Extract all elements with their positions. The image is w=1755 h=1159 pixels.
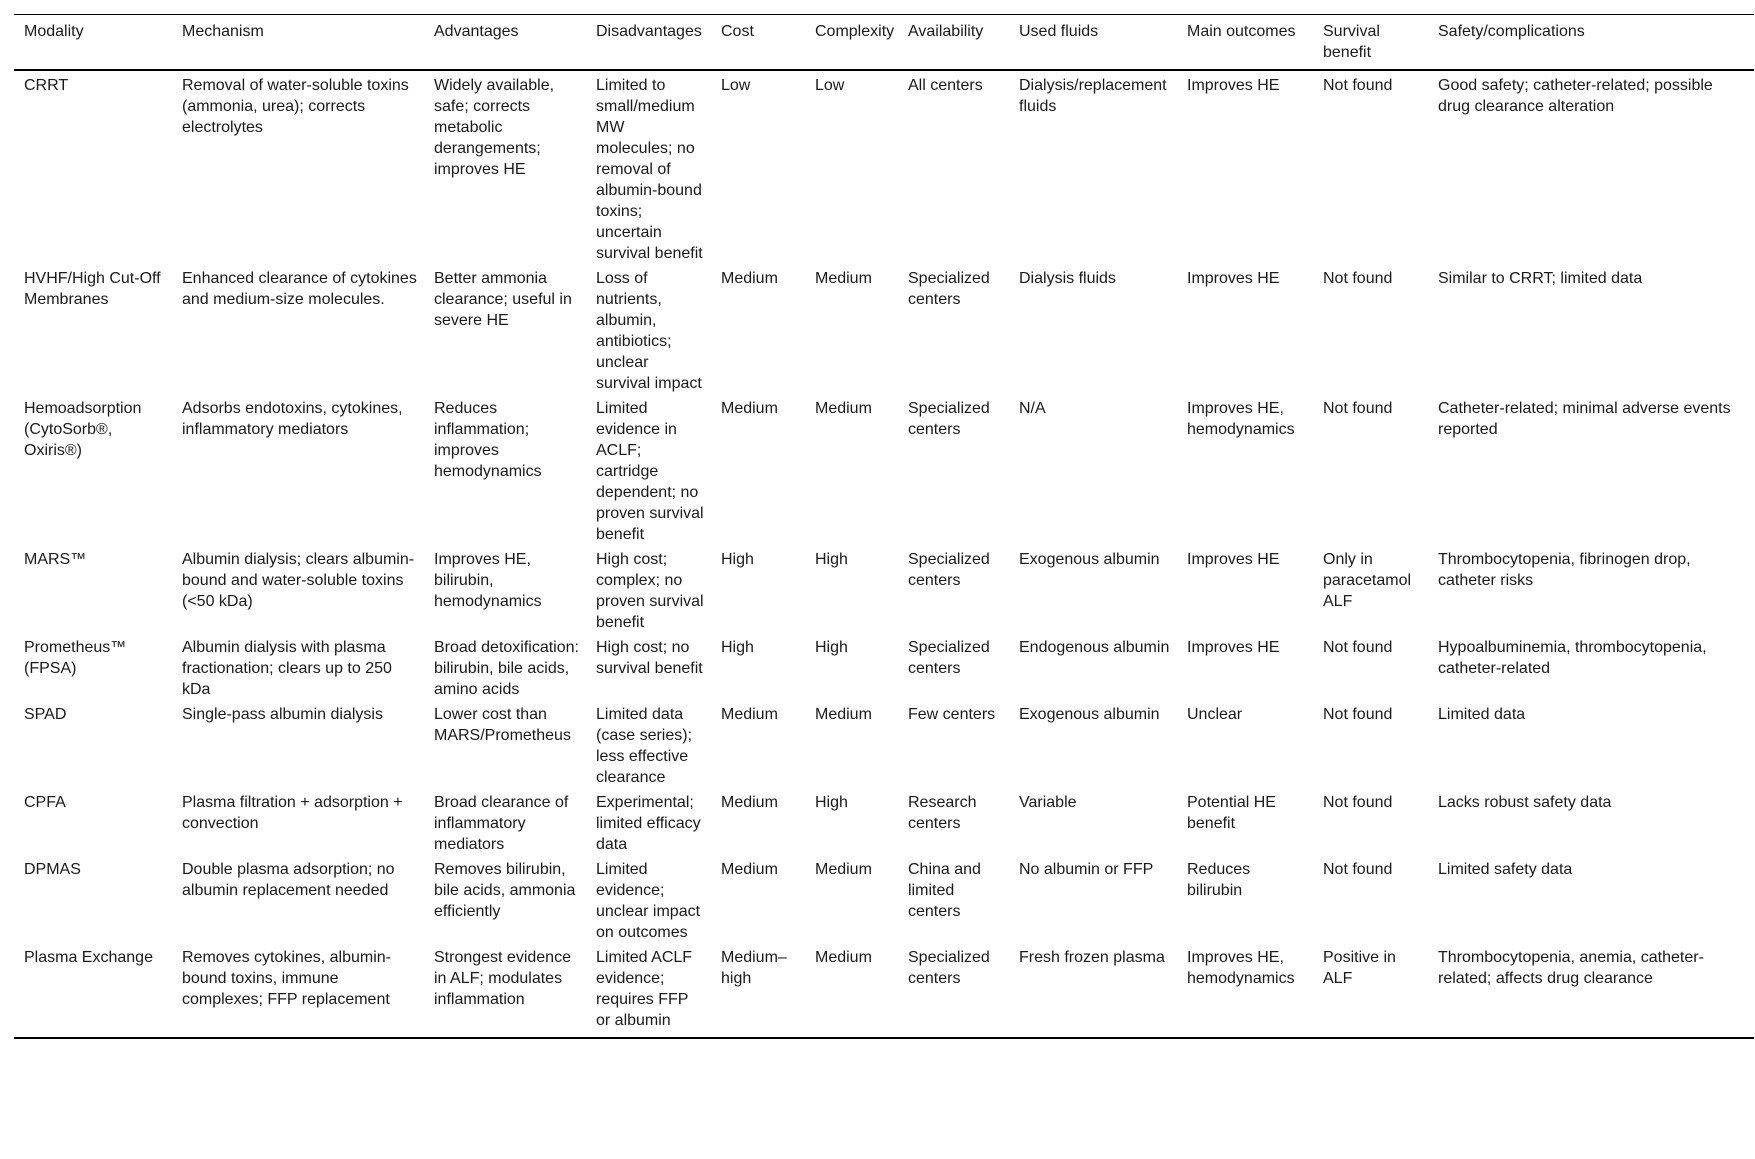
table-cell: Improves HE, bilirubin, hemodynamics [434, 551, 542, 610]
table-header [14, 15, 1754, 71]
table-cell: Catheter-related; minimal adverse events reported [1438, 400, 1731, 438]
table-cell: Medium [815, 706, 872, 723]
table-cell: Double plasma adsorption; no albumin replacement needed [182, 861, 395, 899]
table-cell: Low [721, 77, 751, 94]
table-cell: Not found [1323, 270, 1393, 287]
table-cell: Medium [721, 861, 778, 878]
modality-cell: MARS™ [24, 551, 87, 568]
table-cell: Specialized centers [908, 551, 990, 589]
modality-cell: DPMAS [24, 861, 81, 878]
table-cell: Removal of water-soluble toxins (ammonia, urea); corrects electrolytes [182, 77, 409, 136]
table-row [14, 70, 1754, 264]
table-cell: Medium [721, 706, 778, 723]
table-cell: Improves HE, hemodynamics [1187, 400, 1295, 438]
table-cell: Only in paracetamol ALF [1323, 551, 1412, 610]
table-cell: Endogenous albumin [1019, 639, 1170, 656]
table-row [14, 394, 1754, 545]
table-cell: Loss of nutrients, albumin, antibiotics; unclear survival impact [596, 270, 702, 392]
table-cell: Improves HE [1187, 639, 1280, 656]
table-cell: Broad detoxification: bilirubin, bile acids, amino acids [434, 639, 579, 698]
column-header: Disadvantages [586, 15, 711, 71]
table-cell: Limited evidence; unclear impact on outcomes [596, 861, 701, 941]
table-cell: Fresh frozen plasma [1009, 943, 1177, 1038]
modality-cell: Hemoadsorption (CytoSorb®, Oxiris®) [24, 400, 142, 459]
table-row [14, 855, 1754, 943]
table-cell: Positive in ALF [1313, 943, 1428, 1038]
table-cell: Limited evidence in ACLF; cartridge dependent; no proven survival benefit [596, 400, 704, 543]
table-cell: Better ammonia clearance; useful in severe HE [434, 270, 572, 329]
table-cell: High [721, 639, 754, 656]
modality-cell: HVHF/High Cut-Off Membranes [24, 270, 161, 308]
table-cell: Not found [1323, 400, 1393, 417]
table-cell: Medium [815, 861, 872, 878]
table-cell: Adsorbs endotoxins, cytokines, inflammatory mediators [182, 400, 403, 438]
table-row [14, 943, 1754, 1038]
table-cell: Limited ACLF evidence; requires FFP or albumin [586, 943, 711, 1038]
table-cell: Specialized centers [908, 400, 990, 438]
table-cell: Improves HE [1187, 270, 1280, 287]
comparison-table [14, 14, 1754, 1039]
table-cell: High [721, 551, 754, 568]
header-row [14, 15, 1754, 71]
table-cell: Not found [1323, 861, 1393, 878]
table-cell: High cost; complex; no proven survival benefit [596, 551, 704, 631]
table-cell: Not found [1323, 706, 1393, 723]
column-header: Main outcomes [1177, 15, 1313, 71]
table-cell: Medium [815, 270, 872, 287]
table-cell: Potential HE benefit [1187, 794, 1276, 832]
column-header: Advantages [424, 15, 586, 71]
table-cell: Dialysis/replacement fluids [1019, 77, 1167, 115]
table-cell: Reduces bilirubin [1187, 861, 1251, 899]
table-cell: Similar to CRRT; limited data [1438, 270, 1643, 287]
modality-cell: SPAD [24, 706, 67, 723]
table-cell: High [815, 794, 848, 811]
table-cell: Improves HE [1187, 551, 1280, 568]
table-row [14, 264, 1754, 394]
table-cell: High [815, 639, 848, 656]
column-header: Complexity [805, 15, 898, 71]
table-cell: Not found [1323, 77, 1393, 94]
table-cell: No albumin or FFP [1019, 861, 1154, 878]
table-cell: Variable [1019, 794, 1077, 811]
table-cell: Medium–high [711, 943, 805, 1038]
table-cell: Enhanced clearance of cytokines and medium-size molecules. [182, 270, 417, 308]
table-cell: Plasma filtration + adsorption + convection [182, 794, 403, 832]
table-body [14, 70, 1754, 1038]
comparison-table-container [14, 14, 1754, 1039]
table-cell: China and limited centers [908, 861, 981, 920]
column-header: Modality [14, 15, 172, 71]
modality-cell: Plasma Exchange [14, 943, 172, 1038]
table-cell: N/A [1019, 400, 1046, 417]
table-cell: Limited to small/medium MW molecules; no removal of albumin-bound toxins; uncertain survival benefit [596, 77, 703, 262]
table-cell: Improves HE [1187, 77, 1280, 94]
table-cell: Medium [805, 943, 898, 1038]
table-cell: Dialysis fluids [1019, 270, 1116, 287]
column-header: Survival benefit [1313, 15, 1428, 71]
table-cell: Limited safety data [1438, 861, 1573, 878]
table-cell: Exogenous albumin [1019, 706, 1160, 723]
table-cell: Reduces inflammation; improves hemodynamics [434, 400, 542, 480]
table-row [14, 788, 1754, 855]
table-cell: Lower cost than MARS/Prometheus [434, 706, 571, 744]
table-cell: Few centers [908, 706, 996, 723]
modality-cell: CPFA [24, 794, 66, 811]
column-header: Safety/complications [1428, 15, 1754, 71]
table-cell: Medium [721, 794, 778, 811]
table-cell: Research centers [908, 794, 977, 832]
table-row [14, 545, 1754, 633]
table-cell: Medium [721, 400, 778, 417]
table-cell: Removes bilirubin, bile acids, ammonia efficiently [434, 861, 576, 920]
column-header: Cost [711, 15, 805, 71]
table-cell: Not found [1323, 639, 1393, 656]
table-cell: Albumin dialysis with plasma fractionation; clears up to 250 kDa [182, 639, 392, 698]
table-cell: Improves HE, hemodynamics [1177, 943, 1313, 1038]
modality-cell: CRRT [24, 77, 69, 94]
table-cell: High [815, 551, 848, 568]
table-cell: Albumin dialysis; clears albumin-bound and water-soluble toxins (<50 kDa) [182, 551, 415, 610]
table-cell: Experimental; limited efficacy data [596, 794, 701, 853]
table-cell: Specialized centers [908, 270, 990, 308]
table-cell: Specialized centers [908, 639, 990, 677]
table-cell: High cost; no survival benefit [596, 639, 703, 677]
table-cell: Good safety; catheter-related; possible drug clearance alteration [1438, 77, 1713, 115]
table-cell: Medium [721, 270, 778, 287]
table-cell: Hypoalbuminemia, thrombocytopenia, catheter-related [1438, 639, 1707, 677]
table-cell: Specialized centers [898, 943, 1009, 1038]
table-cell: Exogenous albumin [1019, 551, 1160, 568]
table-cell: Removes cytokines, albumin-bound toxins, immune complexes; FFP replacement [172, 943, 424, 1038]
column-header: Used fluids [1009, 15, 1177, 71]
table-cell: Lacks robust safety data [1438, 794, 1612, 811]
table-cell: Widely available, safe; corrects metabolic derangements; improves HE [434, 77, 555, 178]
column-header: Availability [898, 15, 1009, 71]
table-cell: Low [815, 77, 845, 94]
table-cell: Single-pass albumin dialysis [182, 706, 383, 723]
column-header: Mechanism [172, 15, 424, 71]
table-row [14, 633, 1754, 700]
table-cell: Medium [815, 400, 872, 417]
modality-cell: Prometheus™ (FPSA) [24, 639, 127, 677]
table-cell: Limited data (case series); less effective clearance [596, 706, 693, 786]
table-cell: Unclear [1187, 706, 1243, 723]
table-cell: Broad clearance of inflammatory mediators [434, 794, 569, 853]
table-row [14, 700, 1754, 788]
table-cell: Thrombocytopenia, anemia, catheter-related; affects drug clearance [1428, 943, 1754, 1038]
table-cell: Strongest evidence in ALF; modulates inflammation [424, 943, 586, 1038]
table-cell: Thrombocytopenia, fibrinogen drop, catheter risks [1438, 551, 1691, 589]
table-cell: Not found [1323, 794, 1393, 811]
table-cell: All centers [908, 77, 983, 94]
table-cell: Limited data [1438, 706, 1526, 723]
